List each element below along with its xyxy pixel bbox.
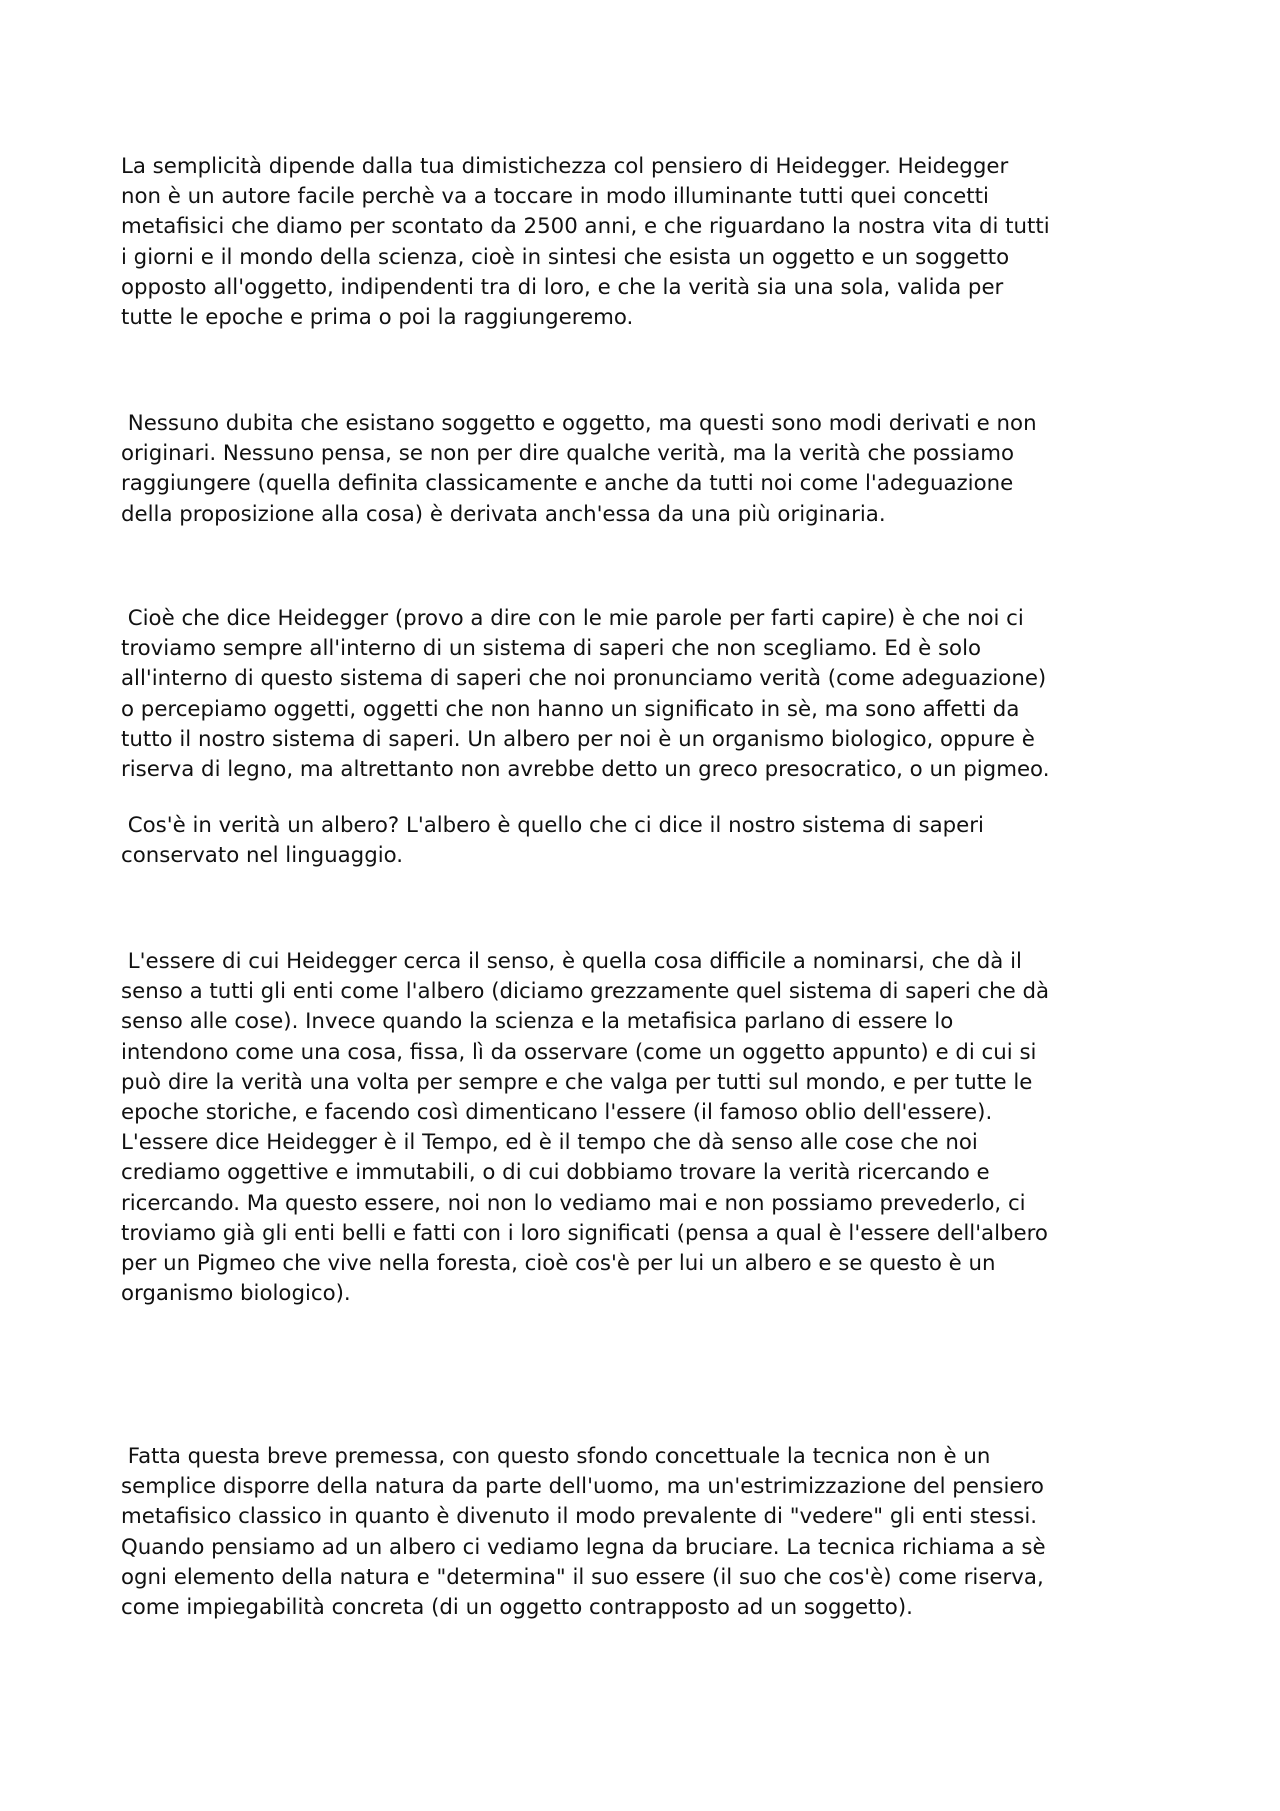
paragraph-3 xyxy=(121,604,1181,785)
text-line: troviamo già gli enti belli e fatti con i loro significati (pensa a qual è l'essere dell'albero xyxy=(121,1220,1048,1246)
text-line: ricercando. Ma questo essere, noi non lo vediamo mai e non possiamo prevederlo, ci xyxy=(121,1190,1026,1216)
text-line: ogni elemento della natura e "determina" il suo essere (il suo che cos'è) come riserva, xyxy=(121,1564,1044,1590)
paragraph-6 xyxy=(121,1442,1181,1623)
text-line: L'essere di cui Heidegger cerca il senso, è quella cosa difficile a nominarsi, che dà il xyxy=(121,949,1022,974)
text-line: Cioè che dice Heidegger (provo a dire con le mie parole per farti capire) è che noi ci xyxy=(121,606,1024,631)
text-line: Nessuno dubita che esistano soggetto e oggetto, ma questi sono modi derivati e non xyxy=(121,411,1037,436)
text-line: raggiungere (quella definita classicamente e anche da tutti noi come l'adeguazione xyxy=(121,471,1014,497)
text-line: L'essere dice Heidegger è il Tempo, ed è il tempo che dà senso alle cose che noi xyxy=(121,1130,978,1156)
text-line: Cos'è in verità un albero? L'albero è quello che ci dice il nostro sistema di saperi xyxy=(121,813,984,838)
paragraph-2 xyxy=(121,409,1181,530)
paragraph-5 xyxy=(121,947,1181,1309)
text-line: della proposizione alla cosa) è derivata anch'essa da una più originaria. xyxy=(121,501,886,527)
text-line: riserva di legno, ma altrettanto non avrebbe detto un greco presocratico, o un pigmeo. xyxy=(121,757,1050,783)
text-line: metafisici che diamo per scontato da 2500 anni, e che riguardano la nostra vita di tutti xyxy=(121,214,1050,240)
paragraph-1 xyxy=(121,152,1181,333)
paragraph-4 xyxy=(121,811,1181,871)
text-line: originari. Nessuno pensa, se non per dire qualche verità, ma la verità che possiamo xyxy=(121,441,1015,467)
text-line: tutto il nostro sistema di saperi. Un albero per noi è un organismo biologico, oppure è xyxy=(121,726,1035,752)
text-line: conservato nel linguaggio. xyxy=(121,843,404,869)
text-line: opposto all'oggetto, indipendenti tra di loro, e che la verità sia una sola, valida per xyxy=(121,274,1004,300)
text-line: senso alle cose). Invece quando la scienza e la metafisica parlano di essere lo xyxy=(121,1009,954,1035)
text-line: epoche storiche, e facendo così dimenticano l'essere (il famoso oblio dell'essere). xyxy=(121,1100,993,1126)
text-line: non è un autore facile perchè va a toccare in modo illuminante tutti quei concetti xyxy=(121,184,989,210)
text-line: come impiegabilità concreta (di un oggetto contrapposto ad un soggetto). xyxy=(121,1595,913,1621)
text-line: organismo biologico). xyxy=(121,1281,351,1307)
text-line: crediamo oggettive e immutabili, o di cui dobbiamo trovare la verità ricercando e xyxy=(121,1160,990,1186)
text-line: o percepiamo oggetti, oggetti che non hanno un significato in sè, ma sono affetti da xyxy=(121,696,1020,722)
text-line: metafisico classico in quanto è divenuto il modo prevalente di "vedere" gli enti stessi. xyxy=(121,1504,1038,1530)
text-line: troviamo sempre all'interno di un sistema di saperi che non scegliamo. Ed è solo xyxy=(121,636,982,662)
text-line: semplice disporre della natura da parte dell'uomo, ma un'estrimizzazione del pensiero xyxy=(121,1474,1044,1500)
text-line: Quando pensiamo ad un albero ci vediamo legna da bruciare. La tecnica richiama a sè xyxy=(121,1534,1046,1560)
text-line: all'interno di questo sistema di saperi che noi pronunciamo verità (come adeguazione) xyxy=(121,666,1047,692)
text-line: senso a tutti gli enti come l'albero (diciamo grezzamente quel sistema di saperi che dà xyxy=(121,979,1050,1005)
text-line: intendono come una cosa, fissa, lì da osservare (come un oggetto appunto) e di cui si xyxy=(121,1039,1037,1065)
text-line: Fatta questa breve premessa, con questo sfondo concettuale la tecnica non è un xyxy=(121,1444,991,1469)
text-line: La semplicità dipende dalla tua dimistichezza col pensiero di Heidegger. Heidegger xyxy=(121,154,1009,179)
text-line: i giorni e il mondo della scienza, cioè in sintesi che esista un oggetto e un soggetto xyxy=(121,244,1010,270)
text-line: tutte le epoche e prima o poi la raggiungeremo. xyxy=(121,305,634,331)
text-line: può dire la verità una volta per sempre e che valga per tutti sul mondo, e per tutte le xyxy=(121,1069,1033,1095)
text-line: per un Pigmeo che vive nella foresta, cioè cos'è per lui un albero e se questo è un xyxy=(121,1251,996,1277)
